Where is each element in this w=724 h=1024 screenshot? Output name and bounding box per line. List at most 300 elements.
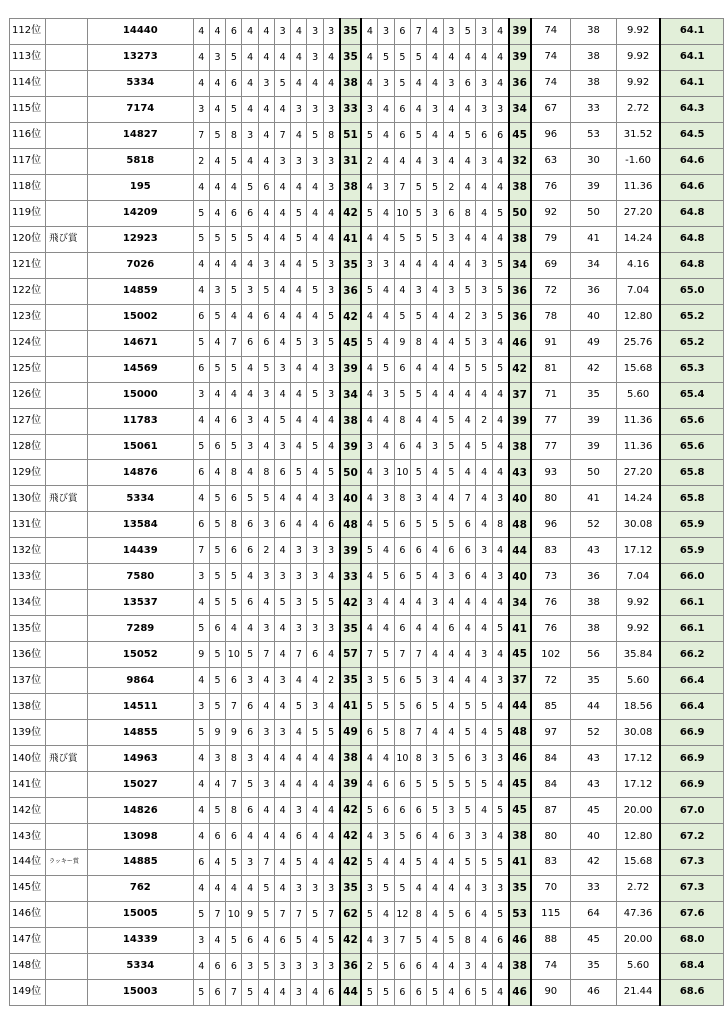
table-row (10, 200, 724, 226)
hole-score-cell: 6 (274, 512, 290, 538)
hole-score-cell: 4 (361, 460, 377, 486)
hole-score-cell: 4 (307, 460, 323, 486)
hole-score-cell: 5 (291, 226, 307, 252)
hole-score-cell: 4 (274, 875, 290, 901)
hole-score-cell: 4 (291, 720, 307, 746)
hole-score-cell: 5 (378, 668, 394, 694)
handicap-cell: 33 (571, 96, 617, 122)
hole-score-cell: 4 (476, 927, 492, 953)
hole-score-cell: 4 (411, 148, 427, 174)
hole-score-cell: 4 (361, 616, 377, 642)
out-total-cell: 42 (340, 200, 362, 226)
value-cell: 30.08 (616, 512, 660, 538)
hole-score-cell: 7 (411, 642, 427, 668)
hole-score-cell: 4 (460, 434, 476, 460)
hole-score-cell: 4 (427, 382, 443, 408)
net-result-cell: 67.0 (660, 798, 723, 824)
hole-score-cell: 4 (209, 408, 225, 434)
hole-score-cell: 5 (443, 434, 459, 460)
hole-score-cell: 5 (193, 226, 209, 252)
hole-score-cell: 3 (476, 96, 492, 122)
net-result-cell: 64.1 (660, 19, 723, 45)
net-result-cell: 65.2 (660, 330, 723, 356)
hole-score-cell: 5 (242, 486, 258, 512)
hole-score-cell: 4 (361, 19, 377, 45)
hole-score-cell: 5 (274, 408, 290, 434)
hole-score-cell: 5 (411, 226, 427, 252)
hole-score-cell: 7 (193, 122, 209, 148)
table-row (10, 746, 724, 772)
hole-score-cell: 4 (427, 408, 443, 434)
gross-cell: 71 (531, 382, 571, 408)
in-total-cell: 42 (509, 356, 531, 382)
award-cell (45, 174, 87, 200)
hole-score-cell: 5 (378, 720, 394, 746)
gross-cell: 87 (531, 798, 571, 824)
hole-score-cell: 6 (394, 96, 410, 122)
hole-score-cell: 4 (291, 70, 307, 96)
handicap-cell: 30 (571, 148, 617, 174)
hole-score-cell: 5 (427, 694, 443, 720)
hole-score-cell: 5 (193, 330, 209, 356)
handicap-cell: 38 (571, 616, 617, 642)
hole-score-cell: 3 (323, 356, 339, 382)
value-cell: 17.12 (616, 772, 660, 798)
gross-cell: 80 (531, 486, 571, 512)
hole-score-cell: 3 (209, 746, 225, 772)
hole-score-cell: 4 (378, 434, 394, 460)
hole-score-cell: 5 (361, 901, 377, 927)
hole-score-cell: 6 (323, 512, 339, 538)
hole-score-cell: 4 (427, 875, 443, 901)
hole-score-cell: 4 (427, 278, 443, 304)
hole-score-cell: 3 (291, 798, 307, 824)
hole-score-cell: 6 (443, 824, 459, 850)
hole-score-cell: 4 (378, 590, 394, 616)
hole-score-cell: 3 (242, 953, 258, 979)
rank-cell: 136位 (10, 642, 46, 668)
player-number-cell: 15027 (87, 772, 193, 798)
hole-score-cell: 4 (291, 668, 307, 694)
handicap-cell: 40 (571, 824, 617, 850)
hole-score-cell: 5 (209, 668, 225, 694)
hole-score-cell: 5 (361, 122, 377, 148)
value-cell: 20.00 (616, 927, 660, 953)
in-total-cell: 36 (509, 70, 531, 96)
gross-cell: 76 (531, 616, 571, 642)
hole-score-cell: 4 (443, 953, 459, 979)
hole-score-cell: 10 (226, 642, 242, 668)
table-row (10, 304, 724, 330)
rank-cell: 140位 (10, 746, 46, 772)
hole-score-cell: 3 (361, 668, 377, 694)
hole-score-cell: 4 (427, 538, 443, 564)
hole-score-cell: 4 (427, 824, 443, 850)
value-cell: 14.24 (616, 486, 660, 512)
hole-score-cell: 4 (291, 746, 307, 772)
value-cell: 2.72 (616, 96, 660, 122)
hole-score-cell: 4 (193, 668, 209, 694)
hole-score-cell: 6 (460, 538, 476, 564)
rank-cell: 120位 (10, 226, 46, 252)
hole-score-cell: 3 (291, 979, 307, 1005)
handicap-cell: 53 (571, 122, 617, 148)
player-number-cell: 15052 (87, 642, 193, 668)
in-total-cell: 39 (509, 44, 531, 70)
player-number-cell: 13273 (87, 44, 193, 70)
hole-score-cell: 4 (492, 772, 508, 798)
hole-score-cell: 6 (209, 979, 225, 1005)
hole-score-cell: 6 (443, 616, 459, 642)
net-result-cell: 64.8 (660, 200, 723, 226)
hole-score-cell: 3 (307, 616, 323, 642)
in-total-cell: 32 (509, 148, 531, 174)
hole-score-cell: 5 (378, 356, 394, 382)
out-total-cell: 35 (340, 252, 362, 278)
player-number-cell: 15061 (87, 434, 193, 460)
hole-score-cell: 4 (209, 70, 225, 96)
hole-score-cell: 4 (411, 616, 427, 642)
in-total-cell: 37 (509, 668, 531, 694)
hole-score-cell: 3 (291, 953, 307, 979)
rank-cell: 145位 (10, 875, 46, 901)
handicap-cell: 35 (571, 668, 617, 694)
hole-score-cell: 4 (378, 746, 394, 772)
hole-score-cell: 8 (226, 512, 242, 538)
net-result-cell: 65.3 (660, 356, 723, 382)
hole-score-cell: 4 (476, 486, 492, 512)
gross-cell: 83 (531, 850, 571, 876)
value-cell: 27.20 (616, 460, 660, 486)
rank-cell: 127位 (10, 408, 46, 434)
hole-score-cell: 5 (307, 434, 323, 460)
hole-score-cell: 8 (411, 746, 427, 772)
hole-score-cell: 6 (394, 434, 410, 460)
player-number-cell: 195 (87, 174, 193, 200)
gross-cell: 70 (531, 875, 571, 901)
hole-score-cell: 4 (307, 304, 323, 330)
hole-score-cell: 3 (307, 953, 323, 979)
player-number-cell: 7289 (87, 616, 193, 642)
award-cell: 飛び賞 (45, 226, 87, 252)
hole-score-cell: 4 (443, 850, 459, 876)
hole-score-cell: 5 (209, 122, 225, 148)
hole-score-cell: 5 (323, 720, 339, 746)
gross-cell: 88 (531, 927, 571, 953)
hole-score-cell: 7 (274, 901, 290, 927)
hole-score-cell: 4 (193, 44, 209, 70)
hole-score-cell: 5 (394, 70, 410, 96)
hole-score-cell: 3 (291, 96, 307, 122)
out-total-cell: 42 (340, 304, 362, 330)
hole-score-cell: 8 (226, 122, 242, 148)
hole-score-cell: 4 (427, 927, 443, 953)
hole-score-cell: 5 (378, 512, 394, 538)
handicap-cell: 38 (571, 70, 617, 96)
hole-score-cell: 3 (476, 278, 492, 304)
table-row (10, 278, 724, 304)
hole-score-cell: 4 (226, 174, 242, 200)
hole-score-cell: 4 (427, 330, 443, 356)
hole-score-cell: 6 (274, 927, 290, 953)
hole-score-cell: 3 (291, 590, 307, 616)
hole-score-cell: 6 (460, 564, 476, 590)
hole-score-cell: 4 (258, 200, 274, 226)
hole-score-cell: 4 (361, 174, 377, 200)
hole-score-cell: 4 (460, 148, 476, 174)
handicap-cell: 41 (571, 226, 617, 252)
hole-score-cell: 5 (411, 44, 427, 70)
hole-score-cell: 4 (193, 174, 209, 200)
hole-score-cell: 6 (209, 616, 225, 642)
hole-score-cell: 5 (226, 590, 242, 616)
hole-score-cell: 4 (394, 148, 410, 174)
hole-score-cell: 4 (323, 200, 339, 226)
hole-score-cell: 4 (209, 875, 225, 901)
hole-score-cell: 6 (226, 200, 242, 226)
hole-score-cell: 4 (427, 460, 443, 486)
hole-score-cell: 5 (411, 460, 427, 486)
award-cell (45, 70, 87, 96)
hole-score-cell: 6 (492, 122, 508, 148)
net-result-cell: 65.8 (660, 460, 723, 486)
hole-score-cell: 6 (378, 798, 394, 824)
award-cell (45, 824, 87, 850)
hole-score-cell: 4 (258, 434, 274, 460)
hole-score-cell: 4 (411, 875, 427, 901)
hole-score-cell: 6 (209, 824, 225, 850)
hole-score-cell: 3 (443, 798, 459, 824)
gross-cell: 84 (531, 746, 571, 772)
hole-score-cell: 5 (258, 356, 274, 382)
handicap-cell: 52 (571, 720, 617, 746)
hole-score-cell: 5 (476, 434, 492, 460)
hole-score-cell: 4 (443, 122, 459, 148)
hole-score-cell: 4 (307, 798, 323, 824)
hole-score-cell: 3 (476, 330, 492, 356)
hole-score-cell: 4 (258, 44, 274, 70)
award-cell (45, 564, 87, 590)
hole-score-cell: 5 (411, 174, 427, 200)
hole-score-cell: 4 (411, 590, 427, 616)
in-total-cell: 37 (509, 382, 531, 408)
hole-score-cell: 4 (361, 927, 377, 953)
hole-score-cell: 5 (323, 304, 339, 330)
hole-score-cell: 3 (427, 148, 443, 174)
hole-score-cell: 3 (258, 772, 274, 798)
hole-score-cell: 5 (460, 772, 476, 798)
hole-score-cell: 6 (411, 953, 427, 979)
hole-score-cell: 4 (274, 382, 290, 408)
hole-score-cell: 4 (258, 408, 274, 434)
hole-score-cell: 4 (361, 512, 377, 538)
hole-score-cell: 4 (476, 200, 492, 226)
hole-score-cell: 4 (476, 590, 492, 616)
in-total-cell: 43 (509, 460, 531, 486)
hole-score-cell: 3 (307, 875, 323, 901)
hole-score-cell: 4 (492, 174, 508, 200)
hole-score-cell: 5 (492, 720, 508, 746)
hole-score-cell: 5 (492, 252, 508, 278)
hole-score-cell: 4 (274, 486, 290, 512)
hole-score-cell: 7 (274, 122, 290, 148)
table-row (10, 96, 724, 122)
hole-score-cell: 6 (394, 122, 410, 148)
hole-score-cell: 4 (274, 979, 290, 1005)
hole-score-cell: 4 (492, 408, 508, 434)
hole-score-cell: 4 (460, 226, 476, 252)
table-row (10, 70, 724, 96)
hole-score-cell: 3 (492, 746, 508, 772)
hole-score-cell: 3 (274, 564, 290, 590)
out-total-cell: 35 (340, 875, 362, 901)
hole-score-cell: 2 (258, 538, 274, 564)
award-cell (45, 278, 87, 304)
in-total-cell: 40 (509, 564, 531, 590)
hole-score-cell: 4 (492, 824, 508, 850)
hole-score-cell: 5 (323, 927, 339, 953)
hole-score-cell: 5 (460, 694, 476, 720)
hole-score-cell: 3 (476, 252, 492, 278)
net-result-cell: 65.6 (660, 434, 723, 460)
hole-score-cell: 6 (274, 460, 290, 486)
hole-score-cell: 4 (361, 408, 377, 434)
award-cell (45, 44, 87, 70)
hole-score-cell: 4 (443, 330, 459, 356)
hole-score-cell: 4 (378, 901, 394, 927)
gross-cell: 92 (531, 200, 571, 226)
hole-score-cell: 4 (291, 304, 307, 330)
hole-score-cell: 5 (209, 564, 225, 590)
hole-score-cell: 5 (443, 460, 459, 486)
hole-score-cell: 5 (193, 434, 209, 460)
rank-cell: 137位 (10, 668, 46, 694)
hole-score-cell: 4 (291, 434, 307, 460)
hole-score-cell: 6 (460, 512, 476, 538)
hole-score-cell: 3 (323, 486, 339, 512)
hole-score-cell: 3 (427, 200, 443, 226)
hole-score-cell: 8 (258, 460, 274, 486)
hole-score-cell: 10 (226, 901, 242, 927)
hole-score-cell: 4 (492, 979, 508, 1005)
hole-score-cell: 4 (209, 330, 225, 356)
rank-cell: 130位 (10, 486, 46, 512)
hole-score-cell: 5 (193, 720, 209, 746)
hole-score-cell: 3 (476, 70, 492, 96)
hole-score-cell: 4 (209, 460, 225, 486)
value-cell: 9.92 (616, 70, 660, 96)
hole-score-cell: 3 (460, 824, 476, 850)
award-cell (45, 330, 87, 356)
hole-score-cell: 4 (193, 408, 209, 434)
hole-score-cell: 4 (209, 200, 225, 226)
hole-score-cell: 5 (242, 174, 258, 200)
hole-score-cell: 4 (427, 122, 443, 148)
value-cell: 9.92 (616, 616, 660, 642)
hole-score-cell: 4 (443, 382, 459, 408)
hole-score-cell: 6 (242, 798, 258, 824)
in-total-cell: 46 (509, 746, 531, 772)
hole-score-cell: 3 (427, 96, 443, 122)
hole-score-cell: 6 (460, 901, 476, 927)
hole-score-cell: 4 (411, 70, 427, 96)
net-result-cell: 66.2 (660, 642, 723, 668)
hole-score-cell: 6 (226, 668, 242, 694)
table-row (10, 330, 724, 356)
hole-score-cell: 5 (411, 564, 427, 590)
hole-score-cell: 4 (274, 278, 290, 304)
handicap-cell: 42 (571, 850, 617, 876)
hole-score-cell: 4 (193, 70, 209, 96)
net-result-cell: 68.0 (660, 927, 723, 953)
hole-score-cell: 5 (443, 901, 459, 927)
rank-cell: 149位 (10, 979, 46, 1005)
hole-score-cell: 4 (361, 226, 377, 252)
in-total-cell: 44 (509, 694, 531, 720)
hole-score-cell: 5 (361, 538, 377, 564)
in-total-cell: 36 (509, 304, 531, 330)
hole-score-cell: 4 (274, 538, 290, 564)
value-cell: 9.92 (616, 590, 660, 616)
hole-score-cell: 5 (394, 824, 410, 850)
award-cell (45, 901, 87, 927)
player-number-cell: 14826 (87, 798, 193, 824)
hole-score-cell: 4 (492, 19, 508, 45)
table-row (10, 798, 724, 824)
hole-score-cell: 5 (492, 901, 508, 927)
hole-score-cell: 5 (443, 408, 459, 434)
hole-score-cell: 4 (492, 694, 508, 720)
hole-score-cell: 5 (307, 901, 323, 927)
hole-score-cell: 3 (274, 434, 290, 460)
hole-score-cell: 4 (307, 824, 323, 850)
hole-score-cell: 5 (411, 512, 427, 538)
hole-score-cell: 5 (394, 304, 410, 330)
hole-score-cell: 3 (492, 486, 508, 512)
gross-cell: 73 (531, 564, 571, 590)
hole-score-cell: 4 (443, 148, 459, 174)
award-cell (45, 460, 87, 486)
table-row (10, 927, 724, 953)
hole-score-cell: 8 (226, 798, 242, 824)
in-total-cell: 46 (509, 927, 531, 953)
value-cell: 18.56 (616, 694, 660, 720)
hole-score-cell: 6 (443, 200, 459, 226)
hole-score-cell: 9 (394, 330, 410, 356)
hole-score-cell: 4 (209, 382, 225, 408)
hole-score-cell: 4 (242, 564, 258, 590)
score-table-body (10, 19, 724, 1006)
hole-score-cell: 4 (291, 512, 307, 538)
hole-score-cell: 4 (307, 772, 323, 798)
hole-score-cell: 4 (361, 304, 377, 330)
award-cell (45, 772, 87, 798)
hole-score-cell: 4 (291, 174, 307, 200)
hole-score-cell: 4 (427, 850, 443, 876)
gross-cell: 78 (531, 304, 571, 330)
award-cell (45, 382, 87, 408)
hole-score-cell: 8 (460, 927, 476, 953)
out-total-cell: 42 (340, 798, 362, 824)
net-result-cell: 65.9 (660, 538, 723, 564)
hole-score-cell: 3 (323, 382, 339, 408)
hole-score-cell: 4 (492, 148, 508, 174)
hole-score-cell: 3 (291, 564, 307, 590)
hole-score-cell: 6 (394, 538, 410, 564)
rank-cell: 121位 (10, 252, 46, 278)
hole-score-cell: 4 (193, 278, 209, 304)
player-number-cell: 15005 (87, 901, 193, 927)
